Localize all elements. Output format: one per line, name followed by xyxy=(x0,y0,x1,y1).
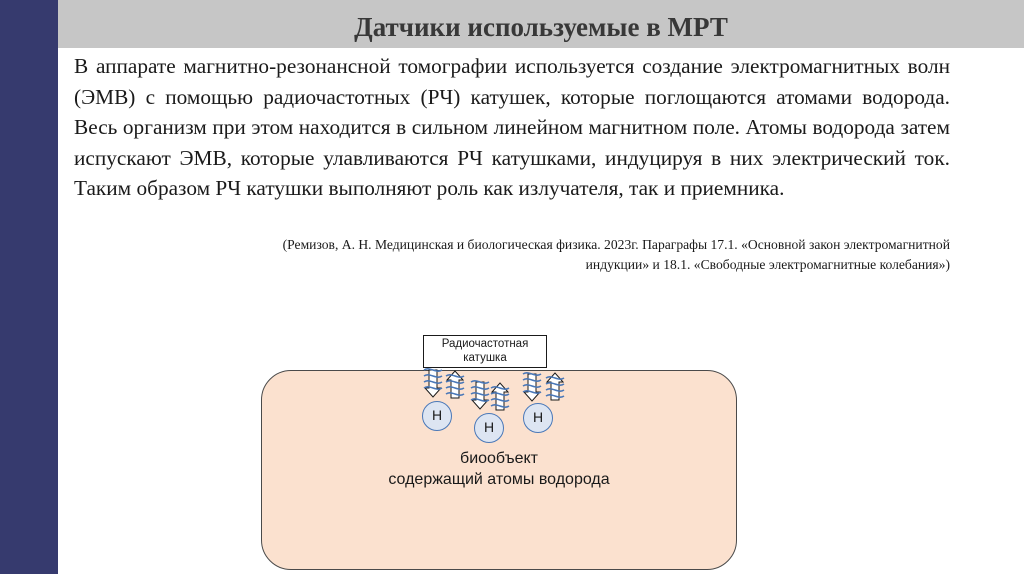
bioobject-label-line-2: содержащий атомы водорода xyxy=(388,471,610,488)
hydrogen-atom-3: H xyxy=(523,403,553,433)
citation-line-2: индукции» и 18.1. «Свободные электромагнитные колебания») xyxy=(585,256,950,272)
bioobject-label-line-1: биообъект xyxy=(460,450,538,467)
body-paragraph: В аппарате магнитно-резонансной томографии используется создание электромагнитных волн (ЭМВ) с помощью радиочастотных (РЧ) катушек, которые поглощаются атомами водорода. Весь организм при этом находится в сильном линейном магнитном поле. Атомы водорода затем испускают ЭМВ, которые улавливаются РЧ катушками, индуцируя в них электрический ток. Таким образом РЧ катушки выполняют роль как излучателя, так и приемника. xyxy=(74,54,950,200)
hydrogen-atom-2: H xyxy=(474,413,504,443)
slide-title: Датчики используемые в МРТ xyxy=(354,12,728,42)
rf-coil-label-line-1: Радиочастотная xyxy=(441,338,529,350)
citation xyxy=(74,235,950,274)
bioobject-label xyxy=(261,448,737,490)
hydrogen-atom-1: H xyxy=(422,401,452,431)
rf-coil-label-line-2: катушка xyxy=(463,352,507,364)
left-accent-bar xyxy=(0,0,58,574)
citation-line-1: (Ремизов, А. Н. Медицинская и биологическая физика. 2023г. Параграфы 17.1. «Основной закон электромагнитной xyxy=(282,237,950,252)
rf-coil-box xyxy=(423,335,547,368)
